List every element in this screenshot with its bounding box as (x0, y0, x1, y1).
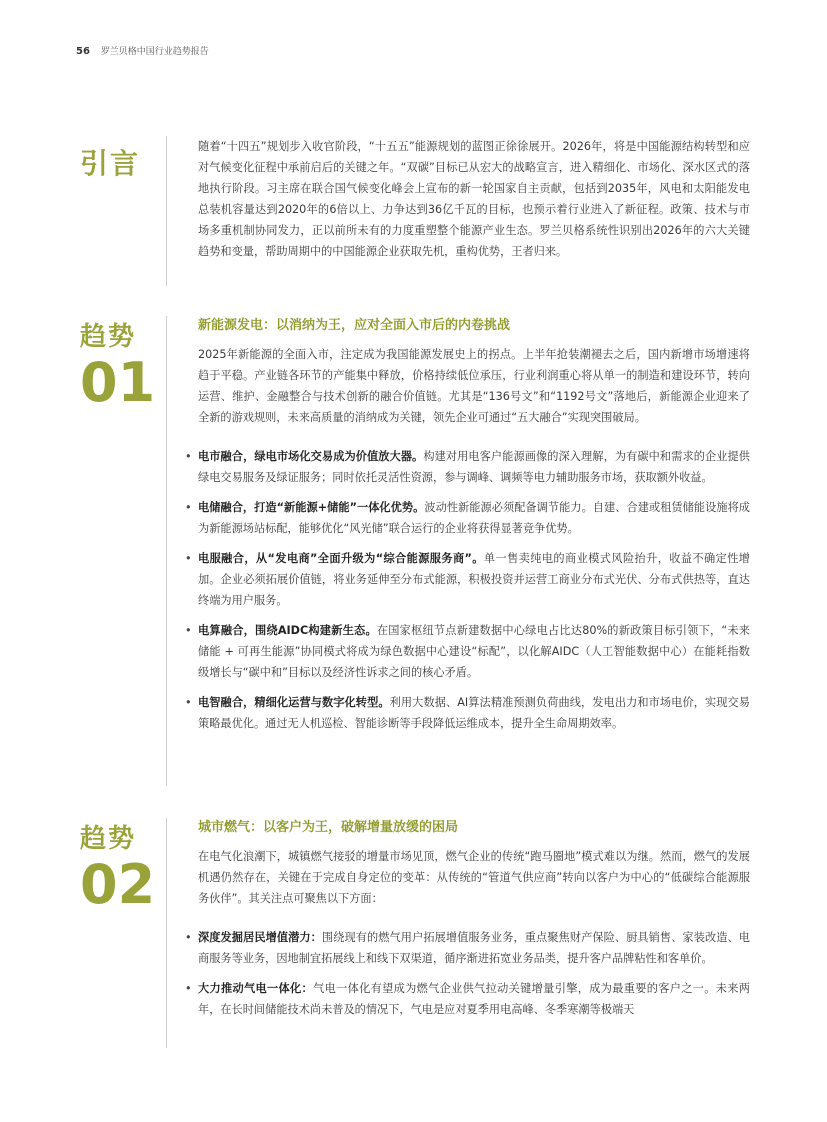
trend1-label: 趋势 (80, 322, 137, 352)
page-header (76, 44, 209, 57)
trend2-label: 趋势 (80, 824, 137, 854)
trend1-title: 新能源发电：以消纳为王，应对全面入市后的内卷挑战 (198, 318, 511, 333)
list-item: • 电储融合，打造“新能源+储能”一体化优势。波动性新能源必须配备调节能力。自建、合建或租赁储能设施将成为新能源场站标配，能够优化“风光储”联合运行的企业将获得显著竞争优势。 (185, 501, 750, 535)
list-item: • 电智融合，精细化运营与数字化转型。利用大数据、AI算法精准预测负荷曲线，发电出力和市场电价，实现交易策略最优化。通过无人机巡检、智能诊断等手段降低运维成本，提升全生命周期效率。 (185, 696, 750, 730)
intro-content (198, 136, 750, 262)
list-item: • 电算融合，围绕AIDC构建新生态。在国家枢纽节点新建数据中心绿电占比达80%的新政策目标引领下，“未来储能 + 可再生能源”协同模式将成为绿色数据中心建设“标配”，以化解AIDC（人工智能数据中心）在能耗指数级增长与“碳中和”目标以及经济性诉求之间的核心矛盾。 (185, 624, 750, 679)
page-number: 56 (76, 46, 90, 57)
trend1-bullet-list (185, 446, 750, 734)
trend2-bullet-list (185, 927, 750, 1020)
trend2-number: 02 (80, 853, 156, 916)
trend1-number: 01 (80, 351, 156, 414)
trend1-divider (166, 316, 167, 786)
trend2-title: 城市燃气：以客户为王，破解增量放缓的困局 (198, 820, 459, 835)
trend2-intro: 在电气化浪潮下，城镇燃气接驳的增量市场见顶，燃气企业的传统“跑马圈地”模式难以为继。然而，燃气的发展机遇仍然存在，关键在于完成自身定位的变革：从传统的“管道气供应商”转向以客户为中心的“低碳综合能源服务伙伴”。其关注点可聚焦以下方面： (198, 850, 750, 905)
trend1-intro: 2025年新能源的全面入市，注定成为我国能源发展史上的拐点。上半年抢装潮褪去之后，国内新增市场增速将趋于平稳。产业链各环节的产能集中释放，价格持续低位承压，行业利润重心将从单一的制造和建设环节，转向运营、维护、金融整合与技术创新的融合价值链。尤其是“136号文”和“1192号文”落地后，新能源企业迎来了全新的游戏规则，未来高质量的消纳成为关键，领先企业可通过“五大融合”实现突围破局。 (198, 348, 750, 424)
list-item: • 深度发掘居民增值潜力：围绕现有的燃气用户拓展增值服务业务，重点聚焦财产保险、厨具销售、家装改造、电商服务等业务，因地制宜拓展线上和线下双渠道，循序渐进拓宽业务品类，提升客户品牌粘性和客单价。 (185, 931, 750, 965)
trend1-label-block (80, 316, 160, 414)
intro-label: 引言 (80, 147, 141, 180)
list-item: • 大力推动气电一体化：气电一体化有望成为燃气企业供气拉动关键增量引擎，成为最重要的客户之一。未来两年，在长时间储能技术尚未普及的情况下，气电是应对夏季用电高峰、冬季寒潮等极端天 (185, 982, 750, 1016)
trend2-content (185, 818, 750, 1029)
intro-divider (166, 136, 167, 286)
trend1-content (185, 316, 750, 743)
report-title: 罗兰贝格中国行业趋势报告 (100, 47, 209, 57)
trend2-label-block (80, 818, 160, 916)
intro-text: 随着“十四五”规划步入收官阶段，“十五五”能源规划的蓝图正徐徐展开。2026年，将是中国能源结构转型和应对气候变化征程中承前启后的关键之年。“双碳”目标已从宏大的战略宣言，进入精细化、市场化、深水区式的落地执行阶段。习主席在联合国气候变化峰会上宣布的新一轮国家自主贡献，包括到2035年，风电和太阳能发电总装机容量达到2020年的6倍以上、力争达到36亿千瓦的目标，也预示着行业进入了新征程。政策、技术与市场多重机制协同发力，正以前所未有的力度重塑整个能源产业生态。罗兰贝格系统性识别出2026年的六大关键趋势和变量，帮助周期中的中国能源企业获取先机，重构优势，王者归来。 (198, 140, 750, 258)
trend2-divider (166, 818, 167, 1048)
list-item: • 电服融合，从“发电商”全面升级为“综合能源服务商”。单一售卖纯电的商业模式风险抬升，收益不确定性增加。企业必须拓展价值链，将业务延伸至分布式能源，积极投资并运营工商业分布式光伏、分布式供热等，直达终端为用户服务。 (185, 552, 750, 607)
list-item: • 电市融合，绿电市场化交易成为价值放大器。构建对用电客户能源画像的深入理解，为有碳中和需求的企业提供绿电交易服务及绿证服务；同时依托灵活性资源，参与调峰、调频等电力辅助服务市场，获取额外收益。 (185, 450, 750, 484)
intro-label-block (80, 142, 160, 182)
